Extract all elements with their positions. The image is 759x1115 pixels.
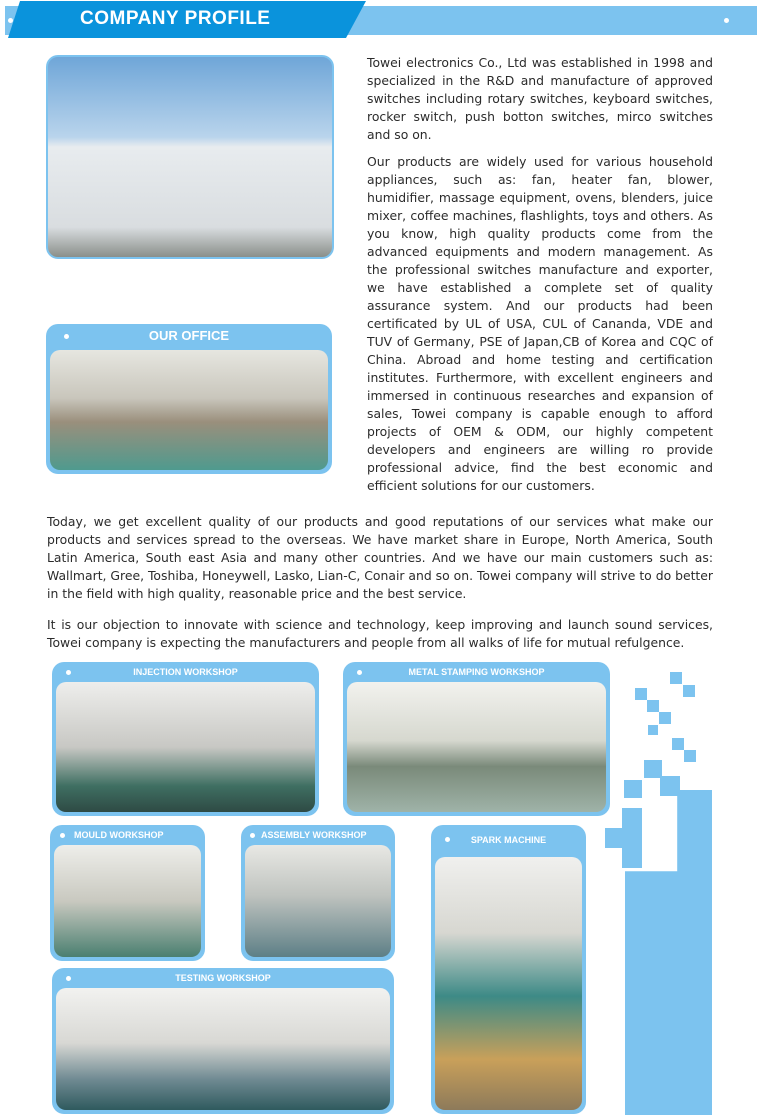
bullet-dot: [64, 334, 69, 339]
spark-machine-card: [431, 825, 586, 1114]
mould-photo: [54, 845, 201, 957]
workshop-label: INJECTION WORKSHOP: [133, 667, 238, 677]
page-title: COMPANY PROFILE: [80, 8, 271, 29]
intro-paragraph: Towei electronics Co., Ltd was established in 1998 and specialized in the R&D and manufacture of approved switches including rotary switches, keyboard switches, rocker switch, push botton switches, mirco switches and so on.: [367, 55, 713, 142]
injection-workshop-card: [52, 662, 319, 816]
workshop-label: MOULD WORKSHOP: [74, 830, 164, 840]
office-card: [46, 324, 332, 474]
bullet-dot: [357, 670, 362, 675]
bullet-dot: [250, 833, 255, 838]
office-photo: [50, 350, 328, 470]
metal-stamping-photo: [347, 682, 606, 812]
assembly-workshop-card: [241, 825, 395, 961]
products-paragraph: Our products are widely used for various household appliances, such as: fan, heater fan, blower, humidifier, massage equipment, ovens, blenders, juice mixer, coffee machines, flashlights, toys and others. As you know, high quality products come from the advanced equipments and modern management. As the professional switches manufacture and exporter, we have established a complete set of quality assurance system. And our products had been certificated by UL of USA, CUL of Cananda, VDE and TUV of Germany, PSE of Japan,CB of Korea and CQC of China. Abroad and home testing and certification institutes. Furthermore, with excellent engineers and immersed in continuous researches and expansion of sales, Towei company is capable enough to afford projects of OEM & ODM, our highly competent developers and engineers are willing ro provide professional advice, find the best economic and efficient solutions for our customers.: [367, 154, 713, 493]
workshop-label: SPARK MACHINE: [470, 835, 547, 845]
header-dot: [8, 18, 13, 23]
metal-stamping-workshop-card: [343, 662, 610, 816]
bullet-dot: [60, 833, 65, 838]
testing-workshop-card: [52, 968, 394, 1114]
assembly-photo: [245, 845, 391, 957]
header-dot: [724, 18, 729, 23]
bullet-dot: [66, 976, 71, 981]
bullet-dot: [66, 670, 71, 675]
today-paragraph: Today, we get excellent quality of our products and good reputations of our services what make our products and services spread to the overseas. We have market share in Europe, North America, South Latin America, South east Asia and many other countries. And we have our main customers such as: Wallmart, Gree, Toshiba, Honeywell, Lasko, Lian-C, Conair and so on. Towei company will strive to do better in the field with high quality, reasonable price and the best service.: [47, 514, 714, 601]
building-photo: [46, 55, 334, 259]
mould-workshop-card: [50, 825, 205, 961]
workshop-label: TESTING WORKSHOP: [175, 973, 271, 983]
spark-machine-photo: [435, 857, 582, 1110]
testing-photo: [56, 988, 390, 1110]
injection-photo: [56, 682, 315, 812]
bullet-dot: [445, 837, 450, 842]
workshop-label: METAL STAMPING WORKSHOP: [408, 667, 545, 677]
objective-paragraph: It is our objection to innovate with science and technology, keep improving and launch sound services, Towei company is expecting the manufacturers and people from all walks of life for mutual refulgence.: [47, 617, 713, 650]
workshop-label: ASSEMBLY WORKSHOP: [261, 830, 367, 840]
office-label: OUR OFFICE: [148, 328, 230, 343]
